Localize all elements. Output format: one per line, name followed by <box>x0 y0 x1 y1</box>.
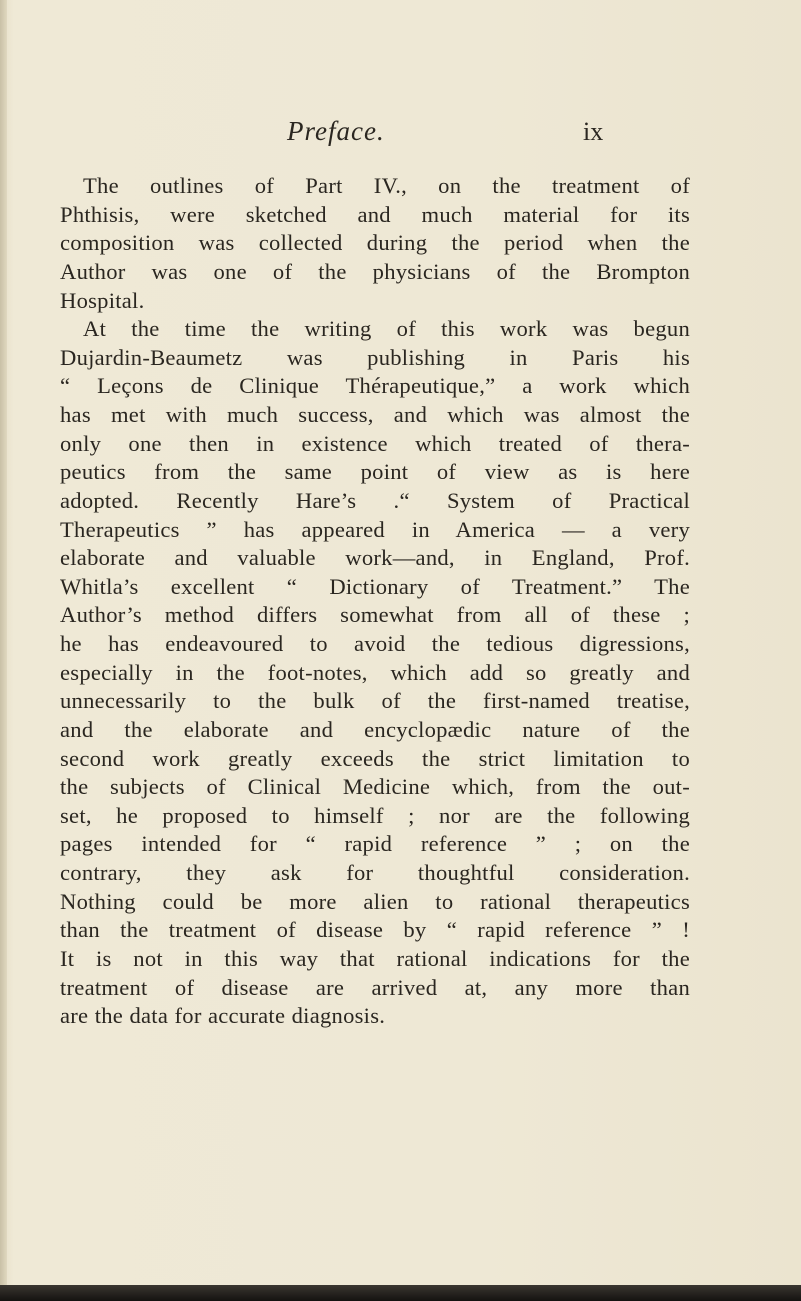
text-line: Hospital. <box>60 287 145 313</box>
text-line: Dujardin-Beaumetz was publishing in Paris his <box>60 344 690 370</box>
text-line: are the data for accurate diagnosis. <box>60 1003 386 1029</box>
body-text <box>60 172 690 1031</box>
text-line: Author was one of the physicians of the Brompton <box>60 258 690 284</box>
text-line: treatment of disease are arrived at, any more than <box>60 974 690 1000</box>
text-line: Therapeutics ” has appeared in America — a very <box>60 516 690 542</box>
text-line: and the elaborate and encyclopædic nature of the <box>60 716 690 742</box>
text-line: Nothing could be more alien to rational therapeutics <box>60 888 690 914</box>
text-line: unnecessarily to the bulk of the first-named treatise, <box>60 688 690 714</box>
text-line: only one then in existence which treated of thera- <box>60 430 690 456</box>
page-gutter-edge <box>0 0 7 1301</box>
text-line: The outlines of Part IV., on the treatment of <box>83 173 690 198</box>
text-line: set, he proposed to himself ; nor are the following <box>60 802 690 828</box>
text-line: peutics from the same point of view as is here <box>60 459 690 485</box>
text-line: has met with much success, and which was almost the <box>60 402 690 427</box>
text-line: pages intended for “ rapid reference ” ; on the <box>60 831 690 857</box>
text-line: second work greatly exceeds the strict limitation to <box>60 745 690 771</box>
text-line: adopted. Recently Hare’s .“ System of Practical <box>60 487 690 513</box>
text-line: Author’s method differs somewhat from all of these ; <box>60 602 690 628</box>
text-line: especially in the foot-notes, which add so greatly and <box>60 659 690 685</box>
text-line: At the time the writing of this work was begun <box>83 316 690 342</box>
scan-bottom-edge <box>0 1285 801 1301</box>
text-line: he has endeavoured to avoid the tedious digressions, <box>60 631 690 656</box>
text-line: elaborate and valuable work—and, in England, Prof. <box>60 545 690 571</box>
text-line: the subjects of Clinical Medicine which, from the out- <box>60 774 690 800</box>
text-line: “ Leçons de Clinique Thérapeutique,” a work which <box>60 373 690 399</box>
page-header <box>0 116 801 150</box>
text-line: It is not in this way that rational indications for the <box>60 945 690 971</box>
text-line: than the treatment of disease by “ rapid reference ” ! <box>60 917 690 943</box>
text-line: Phthisis, were sketched and much material for its <box>60 201 690 227</box>
running-title: Preface. <box>287 116 385 146</box>
text-line: Whitla’s excellent “ Dictionary of Treatment.” The <box>60 573 690 599</box>
text-line: composition was collected during the period when the <box>60 230 690 256</box>
text-line: contrary, they ask for thoughtful consideration. <box>60 860 690 885</box>
page-number: ix <box>583 117 604 146</box>
